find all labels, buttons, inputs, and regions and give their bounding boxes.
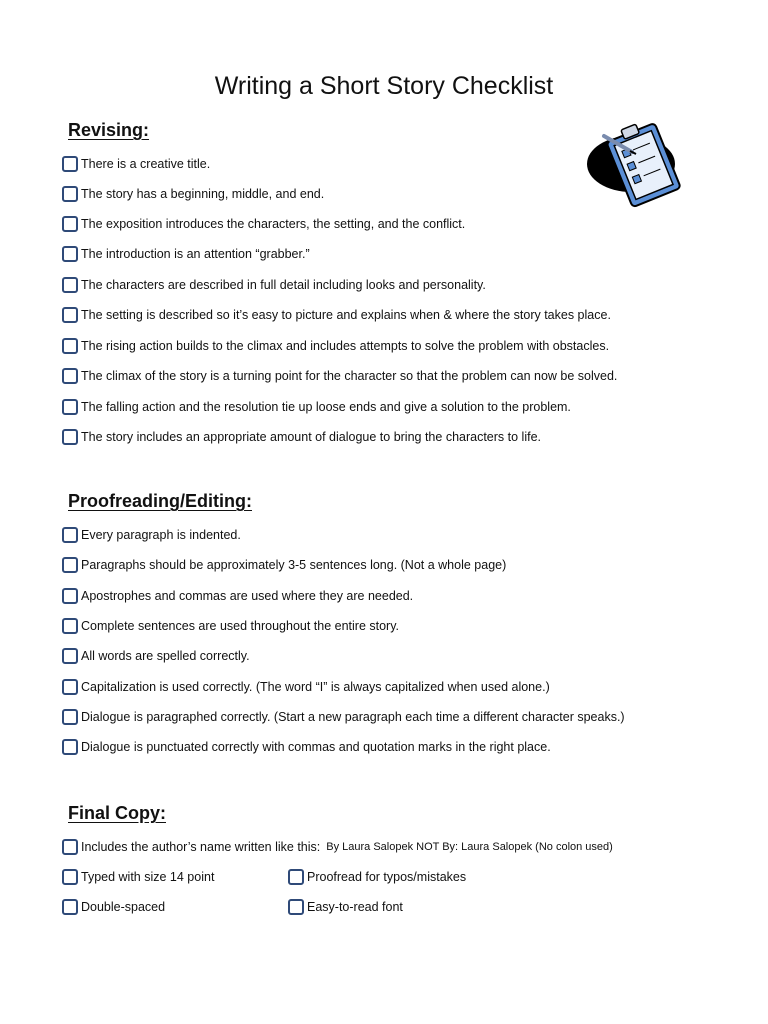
checklist-item[interactable]: The exposition introduces the characters, the setting, and the conflict. [62, 214, 465, 234]
checkbox-icon[interactable] [62, 338, 78, 354]
checklist-item[interactable]: Dialogue is paragraphed correctly. (Start a new paragraph each time a different character speaks.) [62, 707, 625, 727]
checkbox-icon[interactable] [62, 307, 78, 323]
checkbox-icon[interactable] [62, 186, 78, 202]
checkbox-icon[interactable] [62, 839, 78, 855]
checklist-item[interactable]: Double-spaced [62, 897, 165, 917]
checkbox-icon[interactable] [62, 527, 78, 543]
checklist-item[interactable]: Easy-to-read font [288, 897, 403, 917]
checkbox-icon[interactable] [62, 216, 78, 232]
checkbox-icon[interactable] [62, 709, 78, 725]
checkbox-icon[interactable] [62, 368, 78, 384]
checkbox-icon[interactable] [62, 899, 78, 915]
checklist-item[interactable]: Proofread for typos/mistakes [288, 867, 466, 887]
checkbox-icon[interactable] [62, 557, 78, 573]
checkbox-icon[interactable] [62, 429, 78, 445]
checklist-item[interactable]: Apostrophes and commas are used where they are needed. [62, 586, 413, 606]
section-heading-proofreading: Proofreading/Editing: [68, 491, 252, 511]
section-heading-revising: Revising: [68, 120, 150, 140]
checkbox-icon[interactable] [62, 588, 78, 604]
checkbox-icon[interactable] [288, 899, 304, 915]
checkbox-icon[interactable] [62, 618, 78, 634]
clipboard-checklist-icon [586, 116, 690, 212]
checklist-item[interactable]: Capitalization is used correctly. (The word “I” is always capitalized when used alone.) [62, 677, 550, 697]
checklist-item[interactable]: The story has a beginning, middle, and end. [62, 184, 324, 204]
checklist-item[interactable]: The setting is described so it’s easy to picture and explains when & where the story takes place. [62, 305, 611, 325]
checkbox-icon[interactable] [62, 869, 78, 885]
checklist-item[interactable]: The climax of the story is a turning point for the character so that the problem can now be solved. [62, 366, 617, 386]
section-heading-final-copy: Final Copy: [68, 803, 166, 823]
checklist-item[interactable]: Typed with size 14 point [62, 867, 214, 887]
checkbox-icon[interactable] [62, 679, 78, 695]
checkbox-icon[interactable] [62, 156, 78, 172]
checklist-item[interactable]: The introduction is an attention “grabber.” [62, 244, 310, 264]
checklist-item-author-name[interactable]: Includes the author’s name written like this: By Laura Salopek NOT By: Laura Salopek (No colon used) [62, 837, 613, 857]
checkbox-icon[interactable] [62, 648, 78, 664]
checklist-item[interactable]: Every paragraph is indented. [62, 525, 241, 545]
checklist-item[interactable]: The characters are described in full detail including looks and personality. [62, 275, 486, 295]
checklist-item[interactable]: Paragraphs should be approximately 3-5 sentences long. (Not a whole page) [62, 555, 506, 575]
page-title: Writing a Short Story Checklist [214, 72, 554, 100]
checkbox-icon[interactable] [288, 869, 304, 885]
checkbox-icon[interactable] [62, 246, 78, 262]
checklist-item[interactable]: Complete sentences are used throughout the entire story. [62, 616, 399, 636]
checklist-item[interactable]: The falling action and the resolution tie up loose ends and give a solution to the problem. [62, 397, 571, 417]
checklist-item[interactable]: There is a creative title. [62, 154, 210, 174]
checklist-item[interactable]: All words are spelled correctly. [62, 646, 250, 666]
author-example: By Laura Salopek NOT By: Laura Salopek (No colon used) [326, 841, 613, 853]
checklist-item[interactable]: The story includes an appropriate amount of dialogue to bring the characters to life. [62, 427, 541, 447]
checklist-item[interactable]: The rising action builds to the climax and includes attempts to solve the problem with obstacles. [62, 336, 609, 356]
checkbox-icon[interactable] [62, 739, 78, 755]
checklist-item[interactable]: Dialogue is punctuated correctly with commas and quotation marks in the right place. [62, 737, 551, 757]
checkbox-icon[interactable] [62, 399, 78, 415]
checkbox-icon[interactable] [62, 277, 78, 293]
